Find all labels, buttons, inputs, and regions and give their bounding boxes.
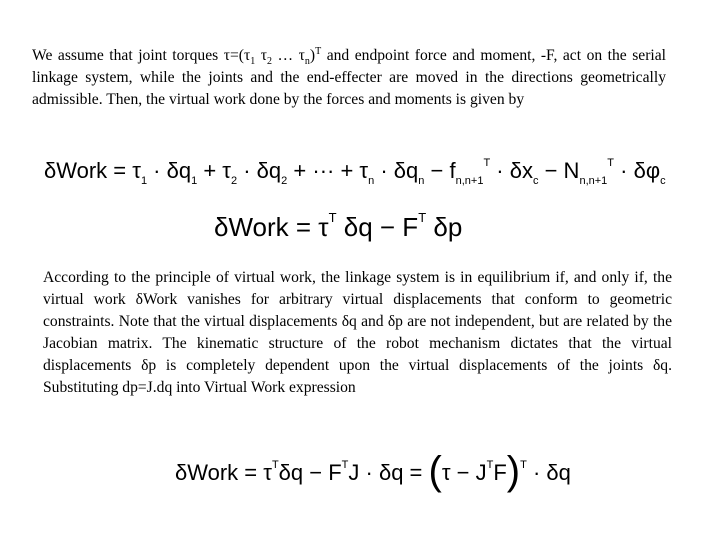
left-paren: ( <box>428 449 442 493</box>
eq3-term: τ − J <box>441 460 487 485</box>
virtual-work-vector-equation <box>214 212 462 243</box>
eq1-sub: n <box>418 175 425 187</box>
eq1-term: · δq <box>374 158 419 183</box>
intro-text: We assume that joint torques <box>32 47 224 64</box>
eq1-sub: 2 <box>281 175 288 187</box>
eq3-term: F <box>493 460 507 485</box>
eq1-term: − f <box>424 158 456 183</box>
eq1-term: · δx <box>490 158 533 183</box>
eq1-sub: 2 <box>231 175 238 187</box>
eq1-term: + ··· + τ <box>287 158 369 183</box>
tau-vector-close: ) <box>309 47 316 64</box>
subscript-2: 2 <box>267 56 273 68</box>
eq1-sub: c <box>660 175 666 187</box>
subscript-n: n <box>304 56 310 68</box>
eq1-term: · δq <box>147 158 192 183</box>
eq1-sup: T <box>483 157 491 169</box>
eq1-sub: c <box>532 175 539 187</box>
eq1-sub: n,n+1 <box>579 175 608 187</box>
eq1-sub: 1 <box>140 175 148 187</box>
eq1-sub: n,n+1 <box>455 175 484 187</box>
tau-vector-open: τ=(τ <box>223 47 251 64</box>
eq2-term: δp <box>426 212 463 242</box>
eq3-sup: T <box>271 459 279 471</box>
eq1-term: − N <box>538 158 580 183</box>
eq2-sup: T <box>418 210 427 225</box>
eq2-term: δq − F <box>336 212 419 242</box>
transpose-superscript: T <box>315 45 322 57</box>
eq1-sub: 1 <box>191 175 198 187</box>
tau-ellipsis: … τ <box>272 47 305 64</box>
intro-text-rest: and endpoint force and moment, -F, act on the serial linkage system, while the joints and the end-effecter are moved in the directions geometrically admissible. Then, the virtual work done by the forces and moments is given by <box>32 47 666 108</box>
right-paren: ) <box>506 449 521 493</box>
eq2-sup: T <box>328 210 337 225</box>
eq1-term: + τ <box>197 158 231 183</box>
eq1-term: · δq <box>237 158 282 183</box>
eq3-term: δq − F <box>278 460 342 485</box>
eq3-term: J · δq = <box>348 460 429 485</box>
eq3-term: · δq <box>526 460 571 485</box>
eq1-sub: n <box>368 175 375 187</box>
eq3-sup: T <box>486 459 494 471</box>
tau-2: τ <box>255 47 268 64</box>
virtual-work-jacobian-equation <box>175 445 571 493</box>
subscript-1: 1 <box>250 56 256 68</box>
principle-paragraph: According to the principle of virtual work, the linkage system is in equilibrium if, and only if, the virtual work δWork vanishes for arbitrary virtual displacements that conform to geometric constraints. Note that the virtual displacements δq and δp are not independent, but are related by the Jacobian matrix. The kinematic structure of the robot mechanism dictates that the virtual displacements δp is completely dependent upon the virtual displacements of the joints δq. Substituting dp=J.dq into Virtual Work expression <box>43 269 672 396</box>
eq3-term: δWork = τ <box>175 460 272 485</box>
eq1-term: · δφ <box>614 158 661 183</box>
eq2-term: δWork = τ <box>214 212 329 242</box>
eq1-lhs: δWork = τ <box>44 158 141 183</box>
eq1-sup: T <box>607 157 615 169</box>
intro-paragraph <box>32 45 666 111</box>
eq3-sup: T <box>341 459 349 471</box>
virtual-work-expanded-equation <box>44 157 666 187</box>
eq3-sup: T <box>520 459 527 471</box>
